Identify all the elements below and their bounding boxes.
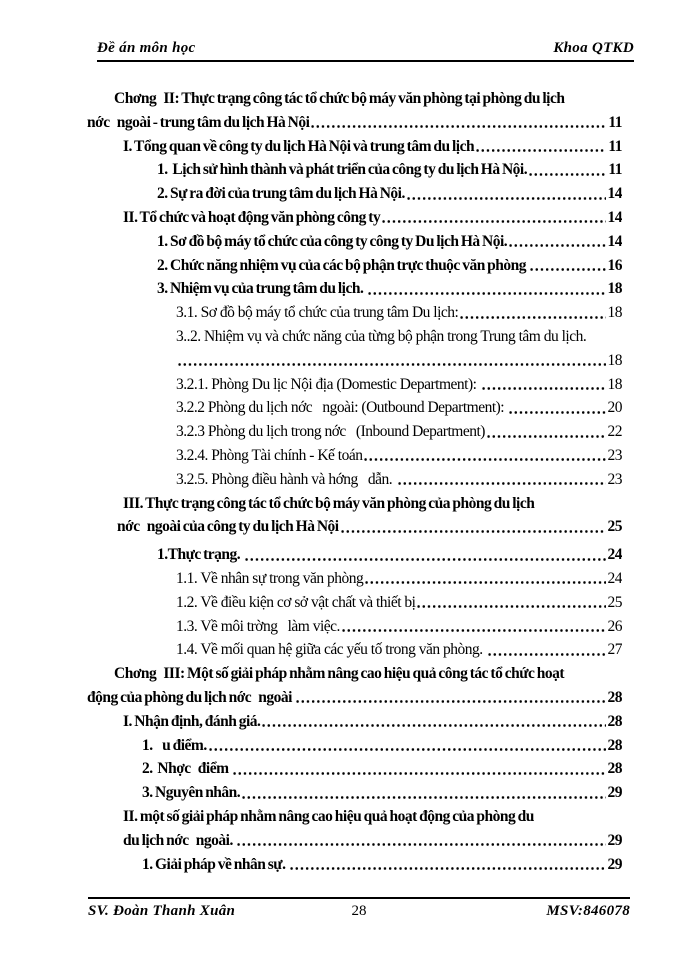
dot-leader xyxy=(363,444,605,468)
toc-entry-text: I. Tổng quan về công ty du lịch Hà Nội và trung tâm du lịch xyxy=(123,137,475,155)
toc-entry-text: 3.2.2 Phòng du lịch nớc ngoài: (Outbound Department): xyxy=(176,399,508,417)
footer-page-number: 28 xyxy=(351,903,367,919)
toc-page-number: 14 xyxy=(607,208,622,226)
toc-entry xyxy=(85,829,622,853)
toc-page-number: 24 xyxy=(607,546,622,564)
dot-leader xyxy=(508,230,605,254)
toc-page-number: 14 xyxy=(607,232,622,250)
dot-leader xyxy=(529,254,605,278)
dot-leader xyxy=(208,734,606,758)
footer-student-name: SV. Đoàn Thanh Xuân xyxy=(88,903,236,919)
dot-leader xyxy=(367,277,606,301)
toc-page-number: 18 xyxy=(607,304,622,322)
toc-entry xyxy=(85,396,622,420)
toc-entry xyxy=(85,373,622,397)
toc-entry-text: 3. Nhiệm vụ của trung tâm du lịch. xyxy=(157,280,366,298)
toc-entry-text: Chơng II: Thực trạng công tác tổ chức bộ máy văn phòng tại phòng du lịch xyxy=(114,90,565,107)
toc-entry xyxy=(85,686,622,710)
dot-leader xyxy=(289,853,606,877)
dot-leader xyxy=(364,567,605,591)
toc-entry-text: 3. Nguyên nhân. xyxy=(142,784,241,802)
table-of-contents xyxy=(85,87,622,876)
header-course-label: Đề án môn học xyxy=(97,40,196,56)
toc-entry-text: Chơng III: Một số giải pháp nhằm nâng cao hiệu quả công tác tổ chức hoạt xyxy=(114,665,565,683)
toc-entry-text: III. Thực trạng công tác tổ chức bộ máy văn phòng của phòng du lịch xyxy=(123,494,535,512)
toc-entry-text: II. Tổ chức và hoạt động văn phòng công ty xyxy=(123,208,381,226)
dot-leader xyxy=(528,158,606,182)
toc-entry xyxy=(85,325,622,349)
toc-entry xyxy=(85,111,622,135)
toc-entry xyxy=(85,492,622,516)
dot-leader xyxy=(475,135,606,159)
toc-page-number: 28 xyxy=(607,736,622,754)
toc-page-number: 28 xyxy=(607,760,622,778)
toc-entry-text: 3.2.1. Phòng Du lịc Nội địa (Domestic Department): xyxy=(176,375,480,393)
toc-entry-text: 1.Thực trạng. xyxy=(157,546,243,564)
toc-entry-text: 3..2. Nhiệm vụ và chức năng của từng bộ phận trong Trung tâm du lịch. xyxy=(176,327,587,345)
toc-entry-text: du lịch nớc ngoài. xyxy=(123,831,236,849)
toc-entry-text: nớc ngoài của công ty du lịch Hà Nội xyxy=(117,518,339,536)
dot-leader xyxy=(341,615,606,639)
dot-leader xyxy=(177,349,606,373)
toc-page-number: 26 xyxy=(607,617,622,635)
toc-entry-text: 1. Sơ đồ bộ máy tổ chức của công ty công ty Du lịch Hà Nội. xyxy=(157,232,508,250)
dot-leader xyxy=(244,543,606,567)
toc-entry xyxy=(85,135,622,159)
toc-entry-text: I. Nhận định, đánh giá. xyxy=(123,712,261,730)
toc-page-number: 11 xyxy=(608,113,622,131)
dot-leader xyxy=(381,206,605,230)
toc-entry xyxy=(85,567,622,591)
header-faculty-label: Khoa QTKD xyxy=(553,40,634,56)
dot-leader xyxy=(481,373,606,397)
toc-page-number: 11 xyxy=(608,137,622,155)
toc-entry-text: 1. Giải pháp về nhân sự. xyxy=(142,855,288,873)
toc-entry xyxy=(85,206,622,230)
toc-entry xyxy=(85,805,622,829)
toc-entry xyxy=(85,230,622,254)
toc-page-number: 24 xyxy=(607,569,622,587)
toc-page-number: 23 xyxy=(607,470,622,488)
toc-entry xyxy=(85,158,622,182)
toc-entry-text: 1.3. Về môi trờng làm việc. xyxy=(176,617,340,635)
toc-entry xyxy=(85,615,622,639)
toc-entry-text: 2. Nhợc điểm xyxy=(142,760,231,778)
toc-entry-text: 3.2.5. Phòng điều hành và hớng dẫn. xyxy=(176,470,396,488)
toc-entry-text: 2. Sự ra đời của trung tâm du lịch Hà Nội. xyxy=(157,185,405,203)
dot-leader xyxy=(459,301,605,325)
toc-page-number: 11 xyxy=(608,161,622,179)
toc-entry xyxy=(85,468,622,492)
toc-entry xyxy=(85,277,622,301)
toc-entry-text: 3.1. Sơ đồ bộ máy tổ chức của trung tâm Du lịch: xyxy=(176,304,459,322)
toc-entry xyxy=(85,349,622,373)
toc-entry xyxy=(85,662,622,686)
page-header xyxy=(97,40,634,62)
toc-page-number: 28 xyxy=(607,688,622,706)
toc-entry-text: động của phòng du lịch nớc ngoài xyxy=(87,688,295,706)
toc-entry xyxy=(85,87,622,111)
dot-leader xyxy=(295,686,605,710)
toc-entry xyxy=(85,254,622,278)
dot-leader xyxy=(232,757,606,781)
toc-entry xyxy=(85,444,622,468)
toc-page-number: 18 xyxy=(607,375,622,393)
toc-entry xyxy=(85,757,622,781)
toc-page-number: 16 xyxy=(607,256,622,274)
dot-leader xyxy=(406,182,606,206)
toc-entry xyxy=(85,301,622,325)
toc-entry xyxy=(85,182,622,206)
toc-entry xyxy=(85,781,622,805)
dot-leader xyxy=(486,420,606,444)
toc-page-number: 22 xyxy=(607,423,622,441)
footer-student-id: MSV:846078 xyxy=(546,903,630,919)
page-footer xyxy=(88,897,630,920)
toc-entry-text: II. một số giải pháp nhằm nâng cao hiệu quả hoạt động của phòng du xyxy=(123,807,534,825)
toc-entry xyxy=(85,420,622,444)
toc-entry xyxy=(85,591,622,615)
toc-page-number: 23 xyxy=(607,446,622,464)
toc-page-number: 29 xyxy=(607,855,622,873)
toc-entry-text: 3.2.3 Phòng du lịch trong nớc (Inbound Department) xyxy=(176,423,485,441)
toc-entry xyxy=(85,734,622,758)
dot-leader xyxy=(340,515,606,539)
dot-leader xyxy=(236,829,605,853)
toc-page-number: 27 xyxy=(607,641,622,659)
toc-page-number: 29 xyxy=(607,784,622,802)
toc-entry-text: 1.2. Về điều kiện cơ sở vật chất và thiết bị xyxy=(176,593,416,611)
toc-entry-text: 1. Lịch sử hình thành và phát triển của công ty du lịch Hà Nội. xyxy=(157,161,528,179)
dot-leader xyxy=(397,468,606,492)
toc-entry xyxy=(85,515,622,539)
toc-entry-text: 1.4. Về mối quan hệ giữa các yếu tố trong văn phòng. xyxy=(176,641,487,659)
toc-page-number: 14 xyxy=(607,185,622,203)
dot-leader xyxy=(241,781,605,805)
toc-entry-text: 2. Chức năng nhiệm vụ của các bộ phận trực thuộc văn phòng xyxy=(157,256,529,274)
toc-page-number: 25 xyxy=(607,593,622,611)
toc-page-number: 25 xyxy=(607,518,622,536)
toc-entry-text: nớc ngoài - trung tâm du lịch Hà Nội xyxy=(87,113,310,131)
dot-leader xyxy=(508,396,605,420)
dot-leader xyxy=(310,111,606,135)
toc-entry-text: 1.1. Về nhân sự trong văn phòng xyxy=(176,569,364,587)
toc-entry xyxy=(85,710,622,734)
toc-entry xyxy=(85,543,622,567)
dot-leader xyxy=(416,591,605,615)
dot-leader xyxy=(487,638,605,662)
toc-entry-text: 3.2.4. Phòng Tài chính - Kế toán xyxy=(176,446,363,464)
toc-page-number: 20 xyxy=(607,399,622,417)
toc-entry-text: 1. u điểm. xyxy=(142,736,207,754)
toc-page-number: 18 xyxy=(607,351,622,369)
toc-page-number: 18 xyxy=(607,280,622,298)
toc-entry xyxy=(85,638,622,662)
toc-entry xyxy=(85,853,622,877)
toc-page-number: 28 xyxy=(607,712,622,730)
toc-page-number: 29 xyxy=(607,831,622,849)
dot-leader xyxy=(261,710,605,734)
